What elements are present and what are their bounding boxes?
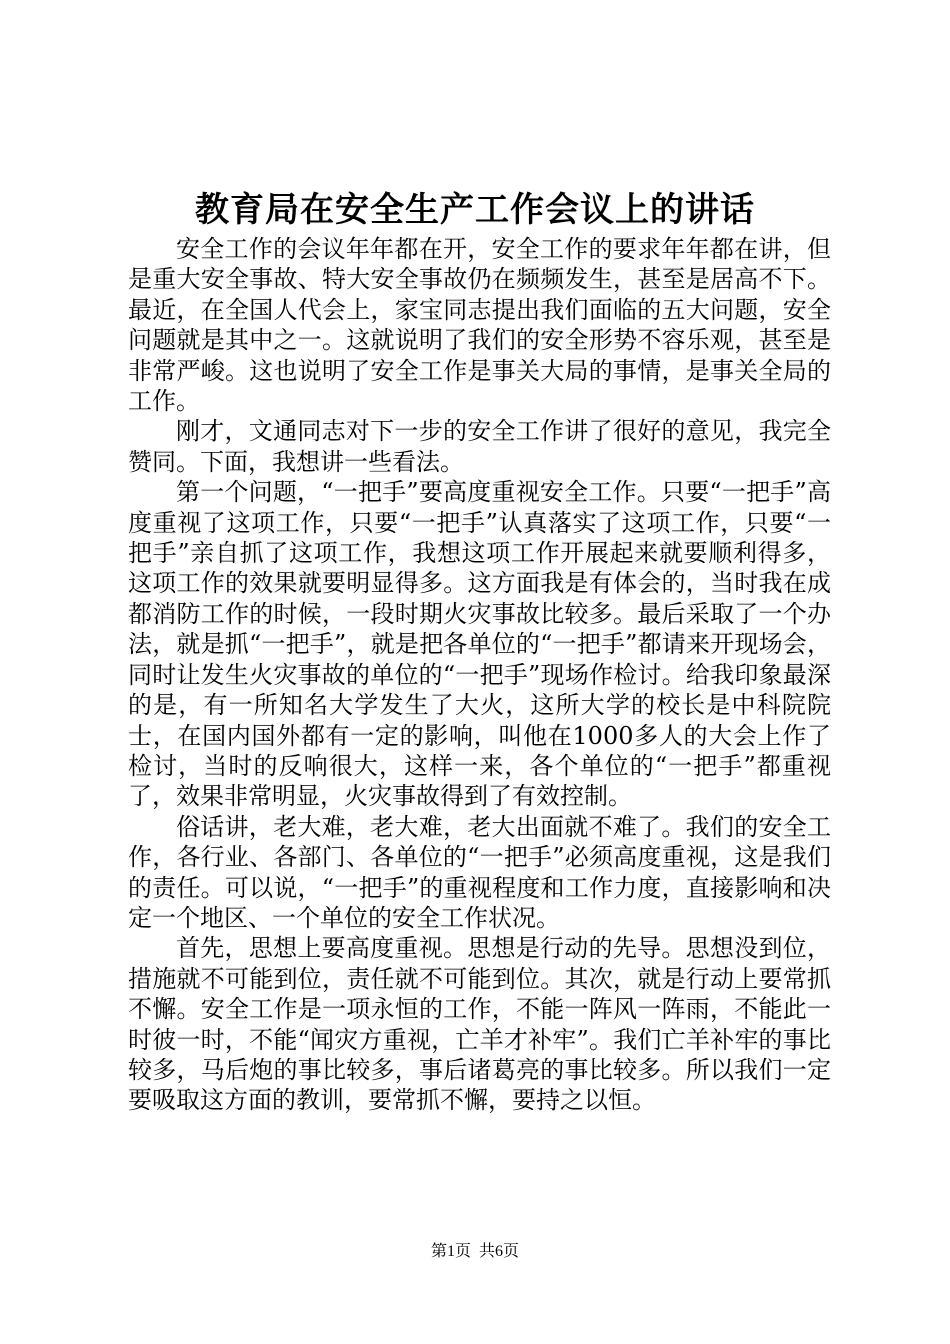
page-footer	[0, 1241, 950, 1263]
document-body	[128, 234, 831, 1116]
paragraph: 首先，思想上要高度重视。思想是行动的先导。思想没到位，措施就不可能到位，责任就不可能到位。其次，就是行动上要常抓不懈。安全工作是一项永恒的工作，不能一阵风一阵雨，不能此一时彼一时，不能“闻灾方重视，亡羊才补牢”。我们亡羊补牢的事比较多，马后炮的事比较多，事后诸葛亮的事比较多。所以我们一定要吸取这方面的教训，要常抓不懈，要持之以恒。	[128, 934, 831, 1115]
page-number: 第1页	[430, 1243, 471, 1260]
paragraph: 安全工作的会议年年都在开，安全工作的要求年年都在讲，但是重大安全事故、特大安全事故仍在频频发生，甚至是居高不下。最近，在全国人代会上，家宝同志提出我们面临的五大问题，安全问题就是其中之一。这就说明了我们的安全形势不容乐观，甚至是非常严峻。这也说明了安全工作是事关大局的事情，是事关全局的工作。	[128, 235, 831, 416]
paragraph: 刚才，文通同志对下一步的安全工作讲了很好的意见，我完全赞同。下面，我想讲一些看法。	[128, 417, 831, 476]
document-title: 教育局在安全生产工作会议上的讲话	[195, 190, 755, 230]
paragraph: 俗话讲，老大难，老大难，老大出面就不难了。我们的安全工作，各行业、各部门、各单位的“一把手”必须高度重视，这是我们的责任。可以说，“一把手”的重视程度和工作力度，直接影响和决定一个地区、一个单位的安全工作状况。	[128, 812, 831, 932]
page-total: 共6页	[479, 1243, 520, 1260]
paragraph: 第一个问题，“一把手”要高度重视安全工作。只要“一把手”高度重视了这项工作，只要“一把手”认真落实了这项工作，只要“一把手”亲自抓了这项工作，我想这项工作开展起来就要顺利得多，这项工作的效果就要明显得多。这方面我是有体会的，当时我在成都消防工作的时候，一段时期火灾事故比较多。最后采取了一个办法，就是抓“一把手”，就是把各单位的“一把手”都请来开现场会，同时让发生火灾事故的单位的“一把手”现场作检讨。给我印象最深的是，有一所知名大学发生了大火，这所大学的校长是中科院院士，在国内国外都有一定的影响，叫他在1000多人的大会上作了检讨，当时的反响很大，这样一来，各个单位的“一把手”都重视了，效果非常明显，火灾事故得到了有效控制。	[128, 478, 831, 811]
